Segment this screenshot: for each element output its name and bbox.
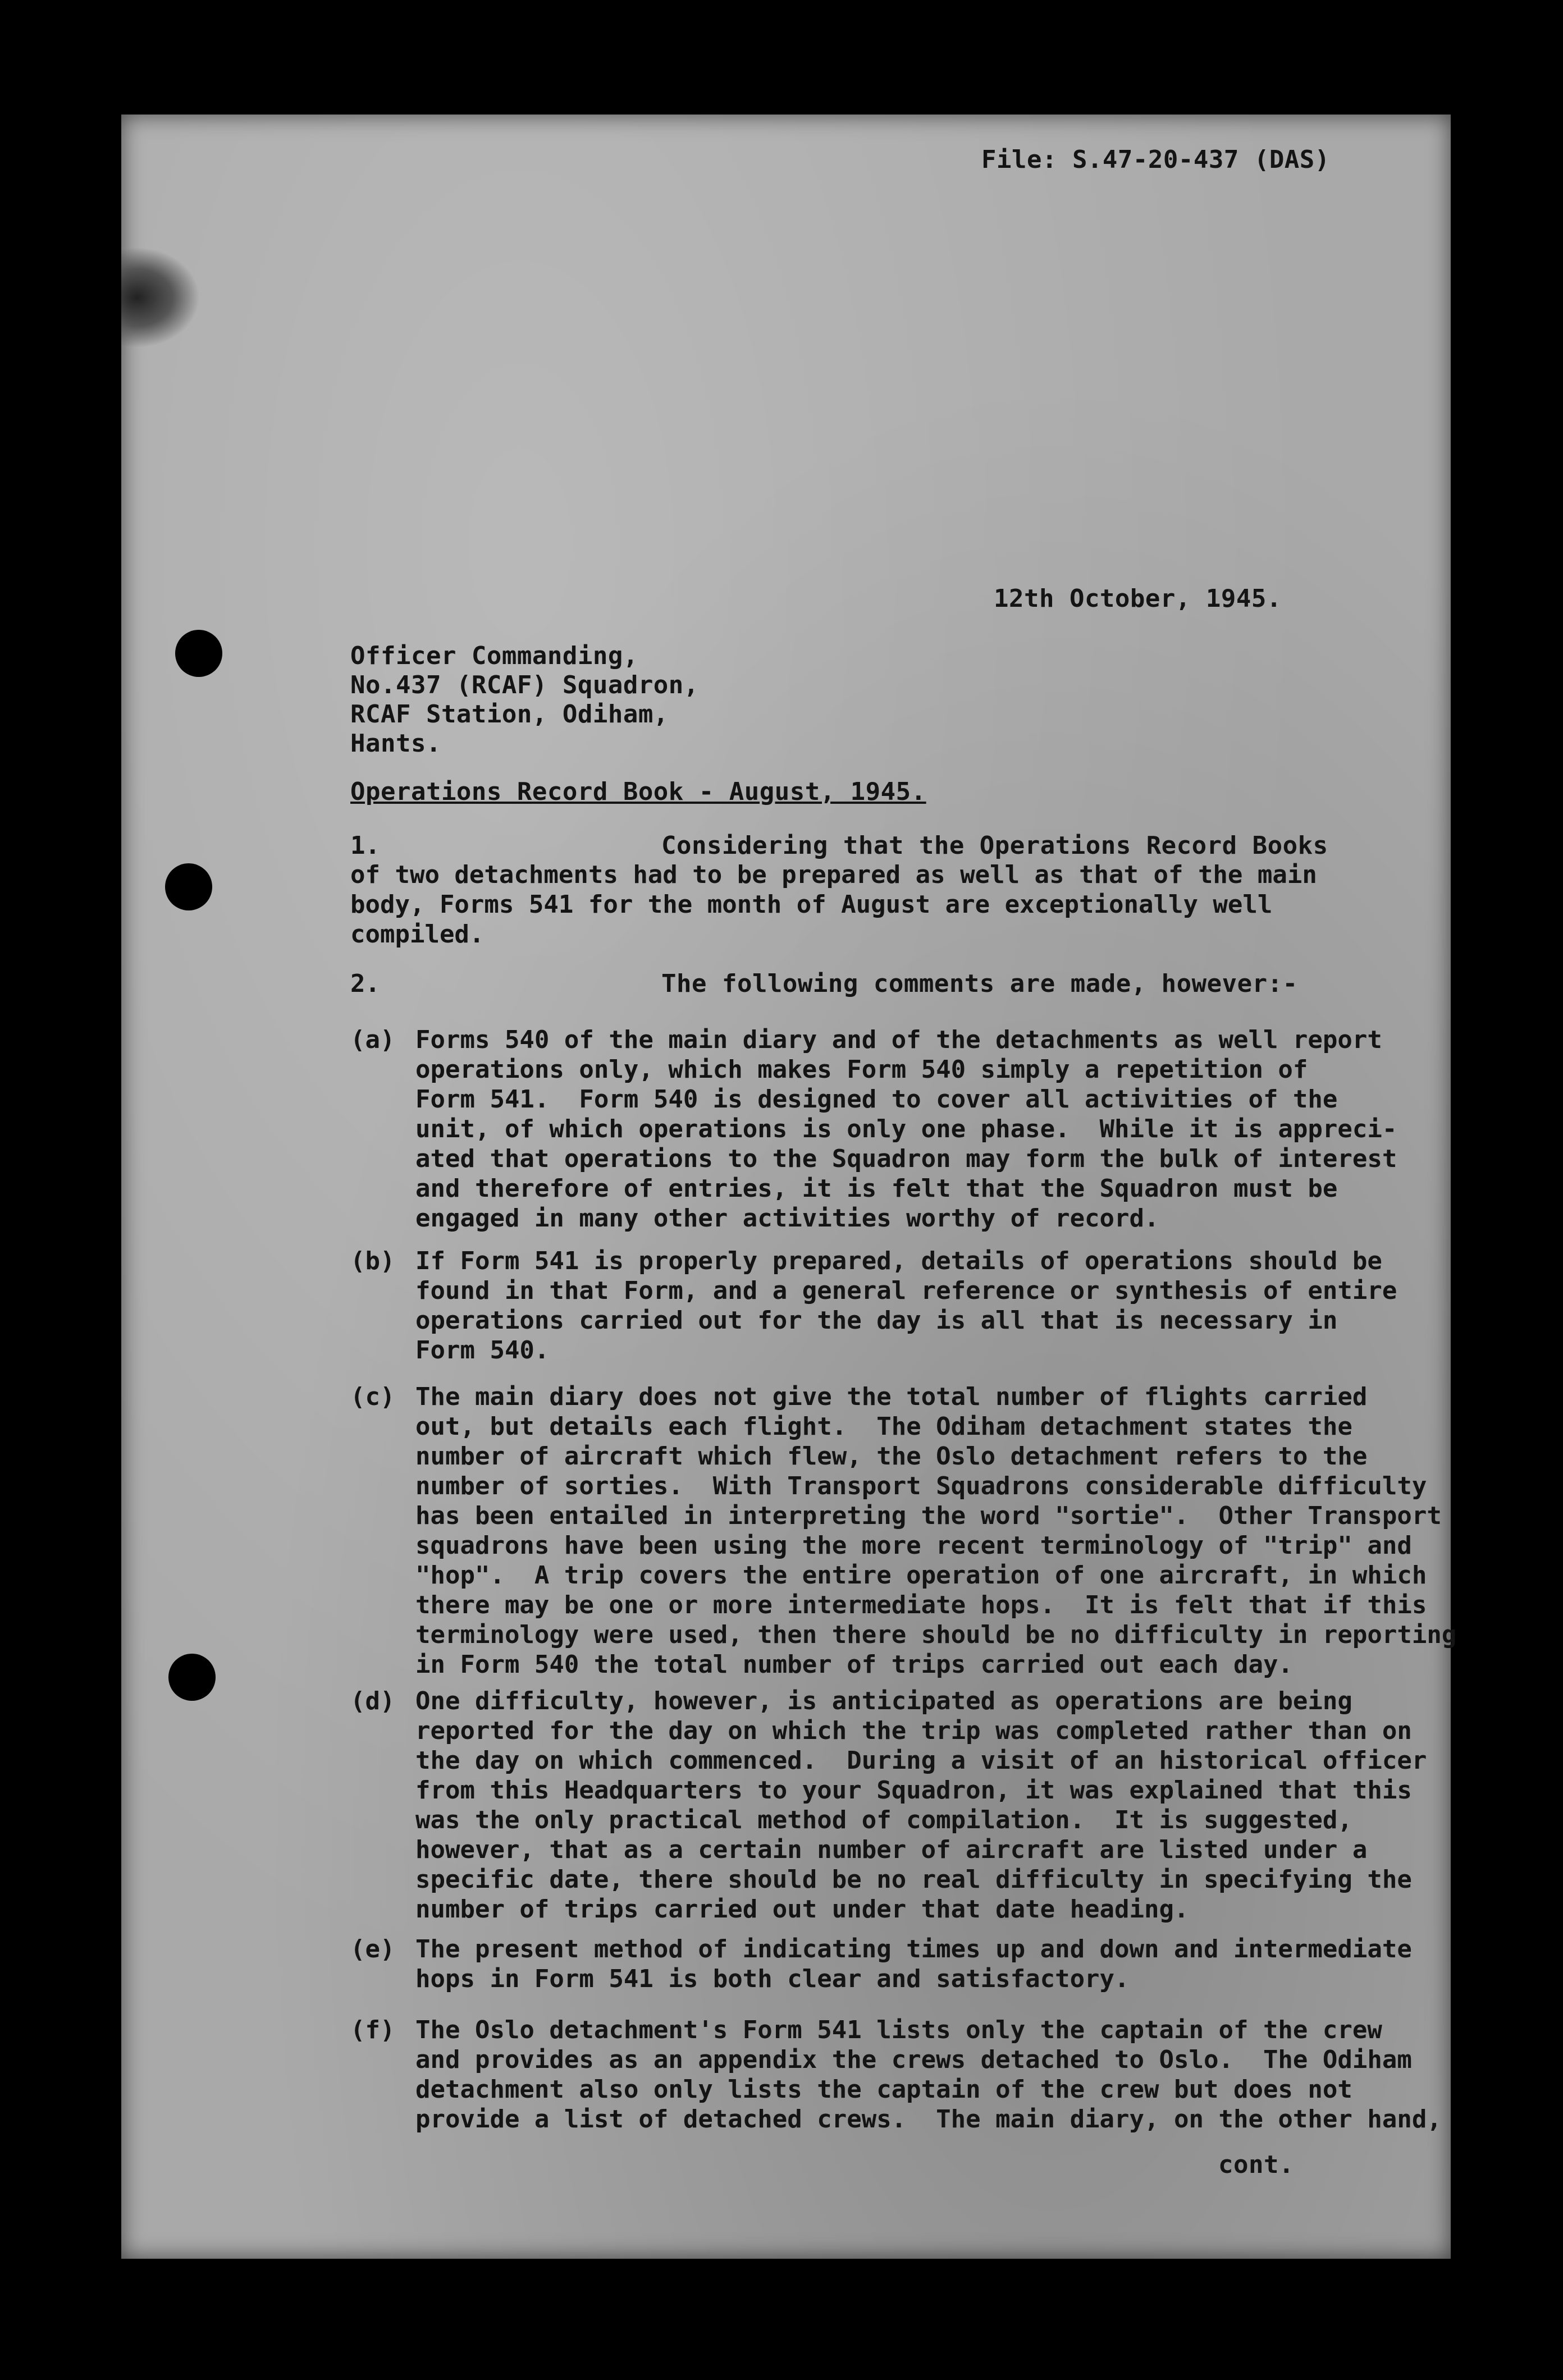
torn-edge xyxy=(121,247,200,348)
item-text-d: One difficulty, however, is anticipated as operations are being reported for the day on which the trip was completed rather than on the day on which commenced. During a visit of an historical officer from this Headquarters to your Squadron, it was explained that this was the only practical method of compilation. It is suggested, however, that as a certain number of aircraft are listed under a specific date, there should be no real difficulty in specifying the number of trips carried out under that date heading. xyxy=(415,1687,1427,1924)
item-text-e: The present method of indicating times up and down and intermediate hops in Form 541 is both clear and satisfactory. xyxy=(415,1935,1412,1993)
paragraph-2-text: The following comments are made, however:- xyxy=(661,969,1298,998)
item-label-b: (b) xyxy=(350,1247,395,1275)
paragraph-1-body: of two detachments had to be prepared as well as that of the main body, Forms 541 for the month of August are exceptionally well compiled. xyxy=(350,861,1317,949)
punch-hole-2 xyxy=(165,863,212,910)
address-line-3: RCAF Station, Odiham, xyxy=(350,700,669,729)
item-text-a: Forms 540 of the main diary and of the detachments as well report operations only, which makes Form 540 simply a repetition of Form 541. Form 540 is designed to cover all activities of the unit, of which operations is only one phase. While it is appreci- ated that operations to the Squadron may form the bulk of interest and therefore of entries, it is felt that the Squadron must be engaged in many other activities worthy of record. xyxy=(415,1026,1397,1233)
item-label-d: (d) xyxy=(350,1687,395,1715)
item-text-b: If Form 541 is properly prepared, details of operations should be found in that Form, and a general reference or synthesis of entire operations carried out for the day is all that is necessary in Form 540. xyxy=(415,1247,1397,1365)
punch-hole-3 xyxy=(168,1654,216,1701)
item-label-c: (c) xyxy=(350,1383,395,1411)
item-label-e: (e) xyxy=(350,1935,395,1964)
address-line-2: No.437 (RCAF) Squadron, xyxy=(350,671,699,699)
subject-line: Operations Record Book - August, 1945. xyxy=(350,777,926,806)
address-line-1: Officer Commanding, xyxy=(350,642,638,670)
paragraph-1-number: 1. xyxy=(350,831,380,860)
address-line-4: Hants. xyxy=(350,729,441,758)
item-text-f: The Oslo detachment's Form 541 lists only the captain of the crew and provides as an appendix the crews detached to Oslo. The Odiham detachment also only lists the captain of the crew but does not provide a list of detached crews. The main diary, on the other hand, xyxy=(415,2016,1442,2134)
item-text-c: The main diary does not give the total number of flights carried out, but details each flight. The Odiham detachment states the number of aircraft which flew, the Oslo detachment refers to the number of sorties. With Transport Squadrons considerable difficulty has been entailed in interpreting the word "sortie". Other Transport squadrons have been using the more recent terminology of "trip" and "hop". A trip covers the entire operation of one aircraft, in which there may be one or more intermediate hops. It is felt that if this terminology were used, then there should be no difficulty in reporting in Form 540 the total number of trips carried out each day. xyxy=(415,1383,1457,1679)
item-label-f: (f) xyxy=(350,2016,395,2044)
paragraph-1-first-line: Considering that the Operations Record Books xyxy=(661,831,1328,860)
punch-hole-1 xyxy=(175,630,222,677)
item-label-a: (a) xyxy=(350,1026,395,1054)
paragraph-2-number: 2. xyxy=(350,969,380,998)
continued-marker: cont. xyxy=(1218,2150,1294,2179)
letter-date: 12th October, 1945. xyxy=(994,584,1282,613)
file-reference: File: S.47-20-437 (DAS) xyxy=(981,145,1330,174)
